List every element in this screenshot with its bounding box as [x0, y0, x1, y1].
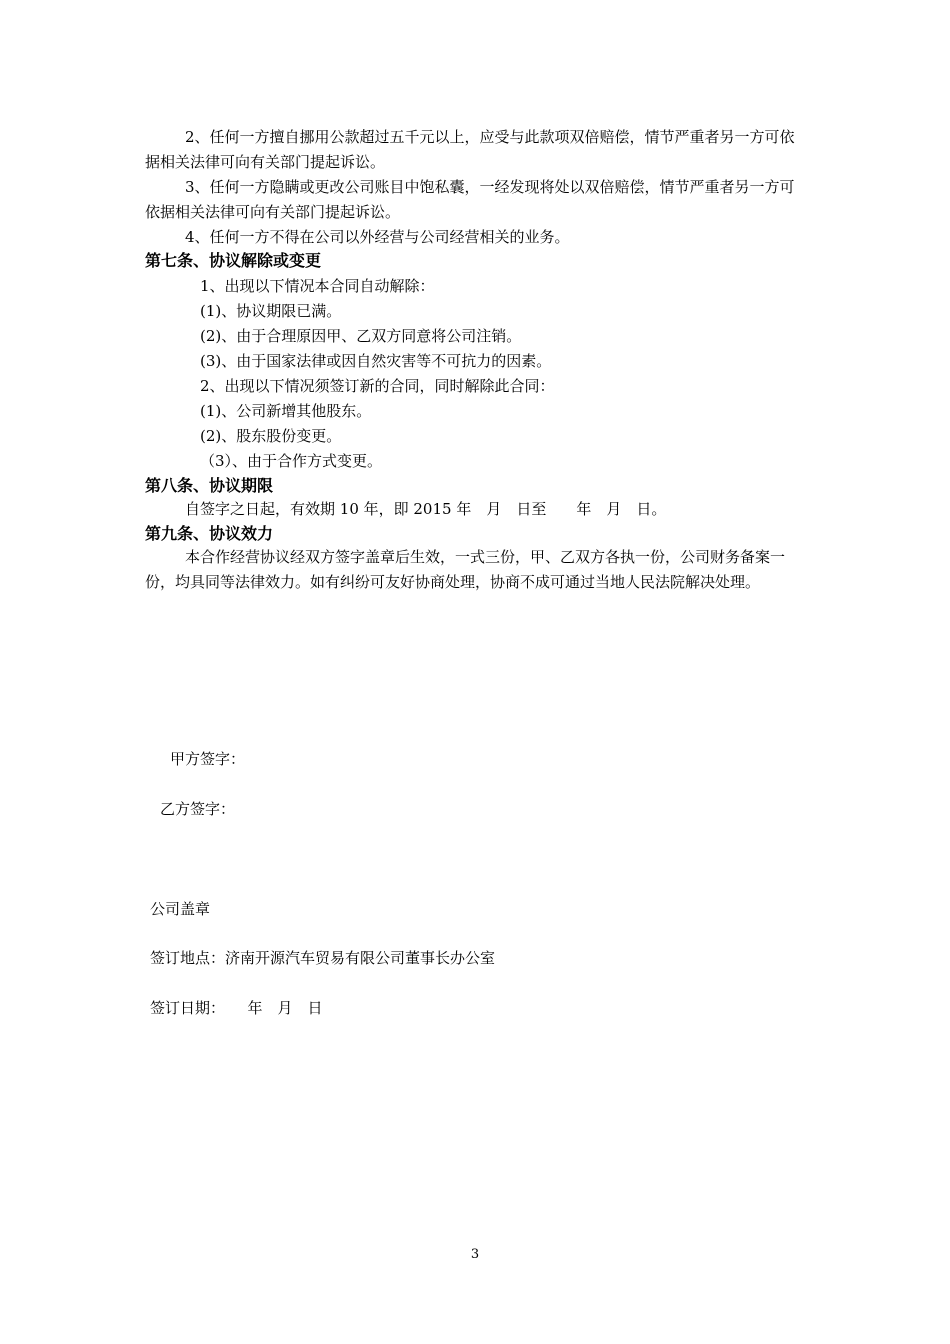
party-a-signature-label: 甲方签字：: [170, 750, 246, 768]
article-7-item-2-sub-1: (1)、公司新增其他股东。: [200, 402, 372, 420]
article-7-item-1-sub-2: (2)、由于合理原因甲、乙双方同意将公司注销。: [200, 327, 522, 345]
clause-6-item-3: 3、任何一方隐瞒或更改公司账目中饱私囊，一经发现将处以双倍赔偿，情节严重者另一方可依据相关法律可向有关部门提起诉讼。: [145, 178, 795, 221]
signing-place: 签订地点：济南开源汽车贸易有限公司董事长办公室: [150, 949, 496, 967]
article-7-item-1-sub-1: (1)、协议期限已满。: [200, 302, 342, 320]
signing-date: 签订日期： 年 月 日: [150, 999, 323, 1017]
company-seal-label: 公司盖章: [150, 900, 211, 918]
article-7-item-2-sub-3: （3）、由于合作方式变更。: [200, 452, 383, 470]
article-8-heading: 第八条、协议期限: [145, 476, 274, 495]
clause-6-item-2: 2、任何一方擅自挪用公款超过五千元以上，应受与此款项双倍赔偿，情节严重者另一方可依据相关法律可向有关部门提起诉讼。: [145, 128, 795, 171]
article-9-text: 本合作经营协议经双方签字盖章后生效，一式三份，甲、乙双方各执一份，公司财务备案一份，均具同等法律效力。如有纠纷可友好协商处理，协商不成可通过当地人民法院解决处理。: [145, 548, 786, 591]
clause-6-item-4: 4、任何一方不得在公司以外经营与公司经营相关的业务。: [185, 228, 570, 246]
article-7-heading: 第七条、协议解除或变更: [145, 251, 322, 270]
article-9-heading: 第九条、协议效力: [145, 524, 274, 543]
article-7-item-2-sub-2: (2)、股东股份变更。: [200, 427, 342, 445]
article-7-item-1-sub-3: (3)、由于国家法律或因自然灾害等不可抗力的因素。: [200, 352, 552, 370]
article-8-text: 自签字之日起，有效期 10 年，即 2015 年 月 日至 年 月 日。: [185, 500, 667, 518]
party-b-signature-label: 乙方签字：: [160, 800, 236, 818]
article-7-item-2: 2、出现以下情况须签订新的合同，同时解除此合同：: [200, 377, 555, 395]
article-7-item-1: 1、出现以下情况本合同自动解除：: [200, 277, 435, 295]
page-number: 3: [470, 1247, 480, 1262]
